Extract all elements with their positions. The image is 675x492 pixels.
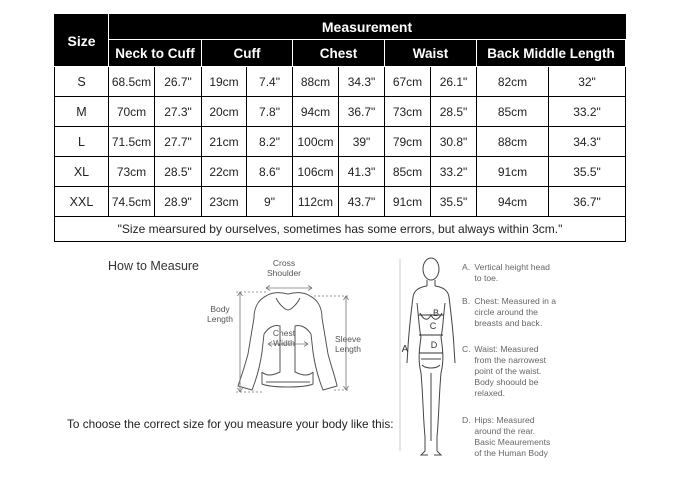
measurement-cell: 82cm [477,67,549,97]
label-sleeve-length-line-2: Length [335,344,361,354]
measurement-cell: 33.2" [431,157,477,187]
size-note: "Size mearsured by ourselves, sometimes has some errors, but always within 3cm." [55,217,626,242]
note-d-line-2: around the rear. [474,426,536,436]
measurement-cell: 70cm [109,97,155,127]
size-label-cell: L [55,127,109,157]
note-c-line-5: relaxed. [474,388,505,398]
measurement-cell: 20cm [202,97,247,127]
note-c-letter: C. [462,344,471,354]
note-c-line-3: point of the waist. [474,366,542,376]
marker-d: D [430,340,438,350]
marker-b: B [432,308,439,318]
measurement-cell: 106cm [293,157,339,187]
label-body-length [202,304,238,324]
measurement-cell: 35.5" [549,157,626,187]
marker-a: A [401,344,409,355]
note-a-text [474,262,592,284]
measurement-cell: 112cm [293,187,339,217]
measurement-header: Measurement [109,15,626,40]
measurement-cell: 27.7" [155,127,202,157]
measurement-cell: 68.5cm [109,67,155,97]
measurement-cell: 67cm [385,67,431,97]
measurement-cell: 19cm [202,67,247,97]
note-c-text [474,344,592,399]
measurement-cell: 34.3" [549,127,626,157]
measurement-cell: 71.5cm [109,127,155,157]
note-d-text [474,415,592,459]
group-header-chest: Chest [293,40,385,67]
table-row [55,187,626,217]
size-table-body [55,67,626,242]
measurement-cell: 26.7" [155,67,202,97]
label-sleeve-length [328,334,368,354]
note-d-line-4: of the Human Body [474,448,548,458]
note-c-line-2: from the narrowest [474,355,547,365]
note-a-line-2: to toe. [474,273,499,283]
measurement-cell: 91cm [477,157,549,187]
measurement-cell: 85cm [477,97,549,127]
table-note-row [55,217,626,242]
label-body-length-line-1: Body [210,304,230,314]
label-cross-shoulder-line-1: Cross [272,258,296,268]
measurement-cell: 27.3" [155,97,202,127]
measurement-cell: 23cm [202,187,247,217]
measurement-cell: 41.3" [339,157,385,187]
label-chest-width-line-1: Chest [272,328,296,338]
measurement-cell: 28.5" [155,157,202,187]
note-c-line-4: Body shoould be [474,377,539,387]
size-chart-table [54,14,626,242]
measurement-cell: 7.4" [247,67,293,97]
measurement-cell: 74.5cm [109,187,155,217]
group-header-waist: Waist [385,40,477,67]
measurement-cell: 9" [247,187,293,217]
note-d-line-3: Basic Meaurements [474,437,551,447]
human-body-icon [395,255,467,460]
group-header-neck-to-cuff: Neck to Cuff [109,40,202,67]
note-b-text [474,296,592,329]
table-row [55,97,626,127]
measurement-cell: 100cm [293,127,339,157]
measurement-cell: 22cm [202,157,247,187]
measurement-cell: 28.5" [431,97,477,127]
measurement-cell: 26.1" [431,67,477,97]
note-d-line-1: Hips: Measured [474,415,535,425]
measurement-cell: 32" [549,67,626,97]
note-b-line-2: circle around the [474,307,538,317]
note-d-letter: D. [462,415,471,425]
size-label-cell: XL [55,157,109,187]
note-a [462,262,592,284]
size-label-cell: XXL [55,187,109,217]
how-to-measure-title: How to Measure [108,259,200,273]
label-sleeve-length-line-1: Sleeve [335,334,361,344]
measurement-cell: 85cm [385,157,431,187]
label-cross-shoulder-line-2: Shoulder [266,268,302,278]
label-chest-width-line-2: Width [273,338,295,348]
measurement-cell: 43.7" [339,187,385,217]
measurement-cell: 36.7" [549,187,626,217]
measurement-cell: 7.8" [247,97,293,127]
measurement-cell: 88cm [477,127,549,157]
measure-instruction: To choose the correct size for you measure your body like this: [67,417,394,431]
measurement-cell: 28.9" [155,187,202,217]
measurement-cell: 21cm [202,127,247,157]
measurement-cell: 94cm [293,97,339,127]
measurement-cell: 39" [339,127,385,157]
measurement-cell: 79cm [385,127,431,157]
measurement-cell: 33.2" [549,97,626,127]
body-figure [395,255,467,465]
measurement-cell: 36.7" [339,97,385,127]
measurement-cell: 73cm [385,97,431,127]
note-b [462,296,592,329]
size-label-cell: S [55,67,109,97]
measurement-cell: 8.6" [247,157,293,187]
label-chest-width [266,328,302,348]
note-a-line-1: Vertical height head [474,262,550,272]
note-c-line-1: Waist: Measured [474,344,539,354]
measurement-cell: 35.5" [431,187,477,217]
note-b-line-1: Chest: Measured in a [474,296,557,306]
note-a-letter: A. [462,262,471,272]
size-label-cell: M [55,97,109,127]
table-row [55,157,626,187]
measurement-cell: 91cm [385,187,431,217]
label-cross-shoulder [262,258,306,278]
group-header-back-middle-length: Back Middle Length [477,40,626,67]
label-body-length-line-2: Length [207,314,233,324]
note-c [462,344,592,399]
group-header-cuff: Cuff [202,40,293,67]
note-b-line-3: breasts and back. [474,318,543,328]
table-row [55,67,626,97]
size-column-header: Size [55,15,109,67]
measurement-cell: 34.3" [339,67,385,97]
note-d [462,415,592,459]
measurement-cell: 88cm [293,67,339,97]
measurement-cell: 94cm [477,187,549,217]
measurement-cell: 30.8" [431,127,477,157]
measurement-cell: 8.2" [247,127,293,157]
measurement-cell: 73cm [109,157,155,187]
table-row [55,127,626,157]
marker-c: C [429,321,437,331]
garment-diagram [200,254,375,409]
note-b-letter: B. [462,296,471,306]
